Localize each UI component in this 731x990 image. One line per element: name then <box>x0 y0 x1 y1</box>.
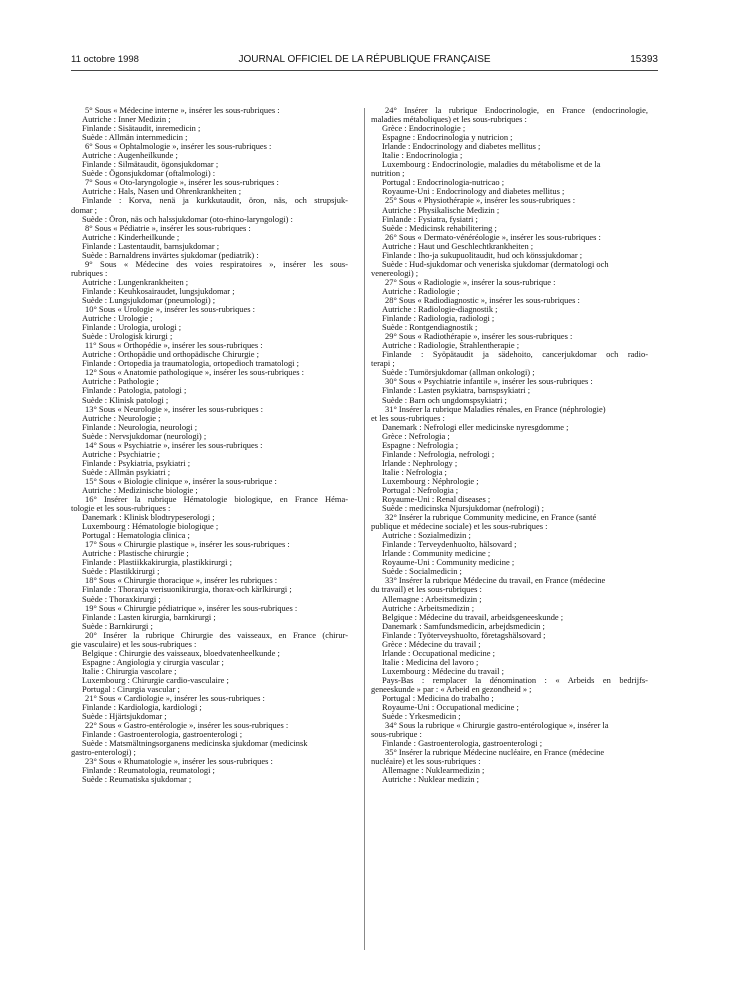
section-heading: 33° Insérer la rubrique Médecine du travail, en France (médecine <box>385 576 606 586</box>
list-item: Belgique : Chirurgie des vaisseaux, bloedvatenheelkunde ; <box>82 648 280 658</box>
list-item: Royaume-Uni : Renal diseases ; <box>382 495 491 505</box>
section-heading: 7° Sous « Oto-laryngologie », insérer les sous-rubriques : <box>85 178 279 188</box>
list-item: Suède : Klinisk patologi ; <box>82 395 169 405</box>
left-column <box>71 106 348 785</box>
list-item: Autriche : Lungenkrankheiten ; <box>82 277 189 287</box>
section-heading: 10° Sous « Urologie », insérer les sous-rubriques : <box>85 305 255 315</box>
continuation-line: terapi ; <box>371 359 395 369</box>
list-item: Suède : Tumörsjukdomar (allman onkologi) ; <box>382 368 535 378</box>
section-heading: 30° Sous « Psychiatrie infantile », insérer les sous-rubriques : <box>385 377 593 387</box>
section-heading: 25° Sous « Physiothérapie », insérer les sous-rubriques : <box>385 196 576 206</box>
continuation-line: du travail) et les sous-rubriques : <box>371 585 482 595</box>
list-item: Danemark : Klinisk blodtrypeserologi ; <box>82 513 215 523</box>
list-item: Finlande : Sisätaudit, inremedicin ; <box>82 124 201 134</box>
list-item: Autriche : Radiologie-diagnostik ; <box>382 305 498 315</box>
list-item: Irlande : Nephrology ; <box>382 458 458 468</box>
list-item: Royaume-Uni : Occupational medicine ; <box>382 703 519 713</box>
section-heading: 26° Sous « Dermato-vénéréologie », insérer les sous-rubriques : <box>385 232 601 242</box>
section-heading: 23° Sous « Rhumatologie », insérer les sous-rubriques : <box>85 757 273 767</box>
continuation-line: geneeskunde » par : « Arbeid en gezondheid » ; <box>371 685 532 694</box>
list-item: Autriche : Inner Medizin ; <box>82 115 171 125</box>
list-item: Italie : Chirurgia vascolare ; <box>82 666 177 676</box>
list-item: Irlande : Endocrinology and diabetes mellitus ; <box>382 142 541 152</box>
list-item: Luxembourg : Médecine du travail ; <box>382 666 504 676</box>
list-item: Suède : Allmän psykiatri ; <box>82 467 171 477</box>
continuation-line: nutrition ; <box>371 169 405 179</box>
list-item: Suède : Rontgendiagnostik ; <box>382 323 478 333</box>
section-heading: 6° Sous « Ophtalmologie », insérer les sous-rubriques : <box>85 142 272 152</box>
list-item: Finlande : Silmätaudit, ögonsjukdomar ; <box>82 160 219 170</box>
section-heading: 24° Insérer la rubrique Endocrinologie, en France (endocrinologie, <box>385 106 648 115</box>
list-item: Italie : Nefrologia ; <box>382 467 447 477</box>
list-item: Suède : Thoraxkirurgi ; <box>82 594 161 604</box>
list-item: Autriche : Arbeitsmedizin ; <box>382 603 475 613</box>
list-item: Portugal : Medicina do trabalho ; <box>382 694 494 704</box>
continuation-line: maladies métaboliques) et les sous-rubriques : <box>371 115 527 125</box>
list-item: Autriche : Radiologie, Strahlentherapie ; <box>382 341 520 351</box>
section-heading: 19° Sous « Chirurgie pédiatrique », insérer les sous-rubriques : <box>85 603 298 613</box>
list-item: Portugal : Cirurgia vascular ; <box>82 685 180 694</box>
list-item: Finlande : Lasten psykiatra, barnspsykiatri ; <box>382 386 531 396</box>
list-item: Grèce : Médecine du travail ; <box>382 639 481 649</box>
list-item: Suède : Yrkesmedicin ; <box>382 712 461 722</box>
list-item: Suède : Barn och ungdomspsykiatri ; <box>382 395 507 405</box>
section-heading: 34° Sous la rubrique « Chirurgie gastro-entérologique », insérer la <box>385 721 609 731</box>
list-item: Luxembourg : Endocrinologie, maladies du métabolisme et de la <box>382 160 601 170</box>
list-item: Suède : Barnaldrens invärtes sjukdomar (pediatrik) : <box>82 250 259 260</box>
column-divider <box>364 108 365 950</box>
list-item: Grèce : Nefrologia ; <box>382 431 450 441</box>
section-heading: 9° Sous « Médecine des voies respiratoires », insérer les sous- <box>85 259 348 269</box>
list-item: Finlande : Fysiatra, fysiatri ; <box>382 214 478 224</box>
list-item: Finlande : Thoraxja verisuonikirurgia, thorax-och kärlkirurgi ; <box>82 585 292 595</box>
list-item: Finlande : Gastroenterologia, gastroenterologi ; <box>382 739 543 749</box>
header-rule <box>71 70 658 71</box>
section-heading: 31° Insérer la rubrique Maladies rénales, en France (néphrologie) <box>385 404 606 414</box>
list-item: Suède : Matsmältningsorganens medicinska sjukdomar (medicinsk <box>82 739 308 749</box>
list-item: Finlande : Lastentaudit, barnsjukdomar ; <box>82 241 220 251</box>
list-item: Autriche : Haut und Geschlechtkrankheiten ; <box>382 241 534 251</box>
section-heading: 35° Insérer la rubrique Médecine nucléaire, en France (médecine <box>385 748 605 758</box>
section-heading: 5° Sous « Médecine interne », insérer les sous-rubriques : <box>85 106 280 115</box>
list-item: Autriche : Nuklear medizin ; <box>382 775 479 785</box>
list-item: Royaume-Uni : Community medicine ; <box>382 558 515 568</box>
section-heading: 15° Sous « Biologie clinique », insérer la sous-rubrique : <box>85 476 277 486</box>
continuation-line: gie vasculaire) et les sous-rubriques : <box>71 639 197 649</box>
list-item: Autriche : Augenheilkunde ; <box>82 151 178 161</box>
list-item: Espagne : Endocrinologia y nutricion ; <box>382 133 513 143</box>
list-item: Autriche : Orthopädie und orthopädische Chirurgie ; <box>82 350 259 360</box>
list-item: Portugal : Endocrinologia-nutricao ; <box>382 178 505 188</box>
section-heading: 14° Sous « Psychiatrie », insérer les sous-rubriques : <box>85 440 263 450</box>
section-heading: 32° Insérer la rubrique Community medicine, en France (santé <box>385 513 597 523</box>
list-item: Autriche : Kinderheilkunde ; <box>82 232 180 242</box>
section-heading: 11° Sous « Orthopédie », insérer les sous-rubriques : <box>85 341 263 351</box>
list-item: Allemagne : Arbeitsmedizin ; <box>382 594 482 604</box>
list-item: Espagne : Angiologia y cirurgia vascular ; <box>82 657 224 667</box>
list-item: Finlande : Psykiatria, psykiatri ; <box>82 458 191 468</box>
list-item: Finlande : Lasten kirurgia, barnkirurgi ; <box>82 612 216 622</box>
list-item: Suède : Öron, näs och halssjukdomar (oto-rhino-laryngologi) : <box>82 214 293 224</box>
list-item: Finlande : Syöpätaudit ja sädehoito, cancerjukdomar och radio- <box>382 350 648 360</box>
list-item: Autriche : Sozialmedizin ; <box>382 531 471 541</box>
list-item: Portugal : Nefrologia ; <box>382 485 459 495</box>
list-item: Autriche : Plastische chirurgie ; <box>82 549 189 559</box>
list-item: Finlande : Radiologia, radiologi ; <box>382 314 495 324</box>
section-heading: 28° Sous « Radiodiagnostic », insérer les sous-rubriques : <box>385 295 580 305</box>
section-heading: 27° Sous « Radiologie », insérer la sous-rubrique : <box>385 277 556 287</box>
section-heading: 17° Sous « Chirurgie plastique », insérer les sous-rubriques : <box>85 540 290 550</box>
section-heading: 8° Sous « Pédiatrie », insérer les sous-rubriques : <box>85 223 251 233</box>
continuation-line: venereologi) ; <box>371 268 419 278</box>
list-item: Suède : Urologisk kirurgi ; <box>82 332 173 342</box>
list-item: Italie : Endocrinologia ; <box>382 151 463 161</box>
list-item: Finlande : Kardiologia, kardiologi ; <box>82 703 202 713</box>
list-item: Autriche : Psychiatrie ; <box>82 449 161 459</box>
list-item: Suède : Medicinsk rehabilitering ; <box>382 223 497 233</box>
journal-title: JOURNAL OFFICIEL DE LA RÉPUBLIQUE FRANÇAISE <box>238 54 491 65</box>
list-item: Finlande : Plastiikkakirurgia, plastikkirurgi ; <box>82 558 232 568</box>
list-item: Luxembourg : Hématologie biologique ; <box>82 522 219 532</box>
list-item: Luxembourg : Néphrologie ; <box>382 476 479 486</box>
list-item: Finlande : Gastroenterologia, gastroenterologi ; <box>82 730 243 740</box>
issue-date: 11 octobre 1998 <box>71 54 139 65</box>
continuation-line: publique et médecine sociale) et les sous-rubriques : <box>371 522 548 532</box>
list-item: Suède : Barnkirurgi ; <box>82 621 153 631</box>
list-item: Finlande : Työterveyshuolto, företagshälsovard ; <box>382 630 546 640</box>
list-item: Suède : Ögonsjukdomar (oftalmologi) : <box>82 169 216 179</box>
list-item: Finlande : Urologia, urologi ; <box>82 323 182 333</box>
list-item: Espagne : Nefrologia ; <box>382 440 459 450</box>
page-header <box>71 54 658 70</box>
continuation-line: domar ; <box>71 205 98 215</box>
continuation-line: tologie et les sous-rubriques : <box>71 504 171 514</box>
continuation-line: gastro-enterologi) ; <box>71 748 136 758</box>
list-item: Suède : Allmän internmedicin ; <box>82 133 188 143</box>
list-item: Autriche : Neurologie ; <box>82 413 161 423</box>
list-item: Danemark : Samfundsmedicin, arbejdsmedicin ; <box>382 621 545 631</box>
section-heading: 18° Sous « Chirurgie thoracique », insérer les rubriques : <box>85 576 278 586</box>
list-item: Suède : medicinska Njursjukdomar (nefrologi) ; <box>382 504 544 514</box>
list-item: Finlande : Iho-ja sukupuolitaudit, hud och könssjukdomar ; <box>382 250 583 260</box>
list-item: Finlande : Reumatologia, reumatologi ; <box>82 766 215 776</box>
list-item: Italie : Medicina del lavoro ; <box>382 657 479 667</box>
list-item: Irlande : Community medicine ; <box>382 549 491 559</box>
list-item: Finlande : Keuhkosairaudet, lungsjukdomar ; <box>82 286 235 296</box>
list-item: Allemagne : Nuklearmedizin ; <box>382 766 485 776</box>
list-item: Autriche : Radiologie ; <box>382 286 460 296</box>
list-item: Grèce : Endocrinologie ; <box>382 124 466 134</box>
continuation-line: sous-rubrique : <box>371 730 422 740</box>
list-item: Danemark : Nefrologi eller medicinske nyresgdomme ; <box>382 422 569 432</box>
list-item: Suède : Lungsjukdomar (pneumologi) ; <box>82 295 216 305</box>
list-item: Autriche : Urologie ; <box>82 314 153 324</box>
section-heading: 16° Insérer la rubrique Hématologie biologique, en France Héma- <box>85 495 348 505</box>
list-item: Finlande : Patologia, patologi ; <box>82 386 187 396</box>
list-item: Suède : Nervsjukdomar (neurologi) ; <box>82 431 207 441</box>
list-item: Suède : Hud-sjukdomar och veneriska sjukdomar (dermatologi och <box>382 259 609 269</box>
list-item: Finlande : Neurologia, neurologi ; <box>82 422 198 432</box>
list-item: Autriche : Physikalische Medizin ; <box>382 205 500 215</box>
list-item: Suède : Hjärtsjukdomar ; <box>82 712 167 722</box>
list-item: Portugal : Hematologia clinica ; <box>82 531 190 541</box>
continuation-line: rubriques : <box>71 268 108 278</box>
list-item: Finlande : Korva, nenä ja kurkkutaudit, öron, näs, och strupsjuk- <box>82 196 348 206</box>
section-heading: 13° Sous « Neurologie », insérer les sous-rubriques : <box>85 404 263 414</box>
list-item: Finlande : Nefrologia, nefrologi ; <box>382 449 495 459</box>
list-item: Autriche : Hals, Nasen und Ohrenkrankheiten ; <box>82 187 242 197</box>
list-item: Royaume-Uni : Endocrinology and diabetes mellitus ; <box>382 187 565 197</box>
continuation-line: nucléaire) et les sous-rubriques : <box>371 757 481 767</box>
continuation-line: et les sous-rubriques : <box>371 413 445 423</box>
section-heading: 22° Sous « Gastro-entérologie », insérer les sous-rubriques : <box>85 721 289 731</box>
section-heading: 29° Sous « Radiothérapie », insérer les sous-rubriques : <box>385 332 573 342</box>
list-item: Suède : Reumatiska sjukdomar ; <box>82 775 192 785</box>
list-item: Autriche : Pathologie ; <box>82 377 159 387</box>
list-item: Autriche : Medizinische biologie ; <box>82 485 198 495</box>
section-heading: 20° Insérer la rubrique Chirurgie des vaisseaux, en France (chirur- <box>85 630 348 640</box>
list-item: Suède : Plastikkirurgi ; <box>82 567 160 577</box>
section-heading: 21° Sous « Cardiologie », insérer les sous-rubriques : <box>85 694 265 704</box>
right-column <box>371 106 648 785</box>
list-item: Belgique : Médecine du travail, arbeidsgeneeskunde ; <box>382 612 564 622</box>
list-item: Irlande : Occupational medicine ; <box>382 648 495 658</box>
list-item: Suède : Socialmedicin ; <box>382 567 462 577</box>
section-heading: 12° Sous « Anatomie pathologique », insérer les sous-rubriques : <box>85 368 304 378</box>
list-item: Pays-Bas : remplacer la dénomination : « Arbeids en bedrijfs- <box>382 675 648 685</box>
list-item: Luxembourg : Chirurgie cardio-vasculaire ; <box>82 675 229 685</box>
list-item: Finlande : Ortopedia ja traumatologia, ortopedioch tramatologi ; <box>82 359 299 369</box>
list-item: Finlande : Terveydenhuolto, hälsovard ; <box>382 540 517 550</box>
page-number: 15393 <box>630 54 658 65</box>
